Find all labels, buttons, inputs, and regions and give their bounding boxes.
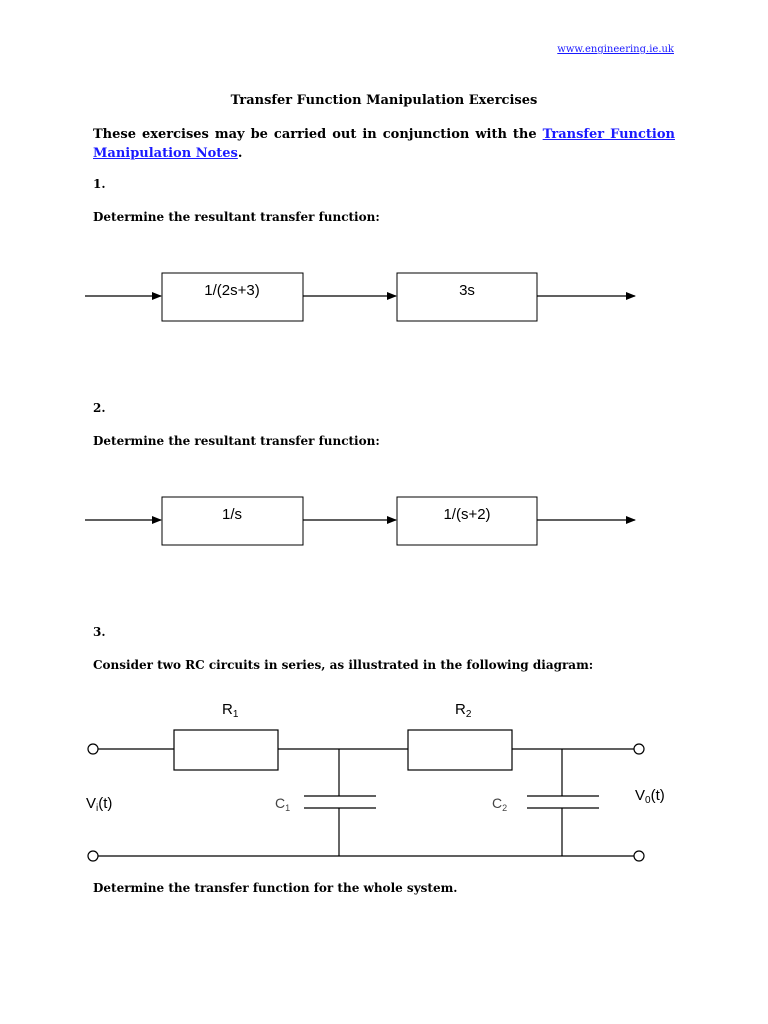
transfer-block-2-label: 1/(s+2) <box>443 506 491 523</box>
resistor-r2 <box>408 730 512 770</box>
output-terminal-top <box>634 744 644 754</box>
intro-text: These exercises may be carried out in conjunction with the <box>93 127 543 142</box>
exercise3-number: 3. <box>93 625 106 639</box>
header-site-link[interactable]: www.engineering.ie.uk <box>557 44 674 55</box>
exercise3-question: Determine the transfer function for the whole system. <box>93 881 458 895</box>
transfer-block-1-label: 1/s <box>221 506 243 523</box>
r1-label: $R_1$ <box>222 701 239 720</box>
exercise2-block-diagram <box>0 486 768 556</box>
exercise1-number: 1. <box>93 177 106 191</box>
input-terminal-bottom <box>88 851 98 861</box>
r2-label: $R_2$ <box>455 701 472 720</box>
exercise1-instruction: Determine the resultant transfer function: <box>93 210 380 224</box>
rc-circuit-diagram <box>0 690 768 870</box>
vout-label: $V_0(t)$ <box>635 787 665 806</box>
resistor-r1 <box>174 730 278 770</box>
exercise1-block-diagram <box>0 262 768 332</box>
intro-period: . <box>237 146 243 161</box>
exercise2-instruction: Determine the resultant transfer function: <box>93 434 380 448</box>
c1-label: $C_1$ <box>275 795 291 813</box>
intro-paragraph <box>93 125 675 163</box>
transfer-block-2-label: 3s <box>459 282 475 299</box>
transfer-block-1-label: 1/(2s+3) <box>204 282 260 299</box>
vin-label: $V_i(t)$ <box>86 795 113 814</box>
c2-label: $C_2$ <box>492 795 508 813</box>
output-terminal-bottom <box>634 851 644 861</box>
page-title: Transfer Function Manipulation Exercises <box>230 93 538 108</box>
input-terminal-top <box>88 744 98 754</box>
notes-link[interactable]: Transfer Function Manipulation Notes <box>93 127 675 161</box>
exercise2-number: 2. <box>93 401 106 415</box>
exercise3-instruction: Consider two RC circuits in series, as illustrated in the following diagram: <box>93 658 594 672</box>
